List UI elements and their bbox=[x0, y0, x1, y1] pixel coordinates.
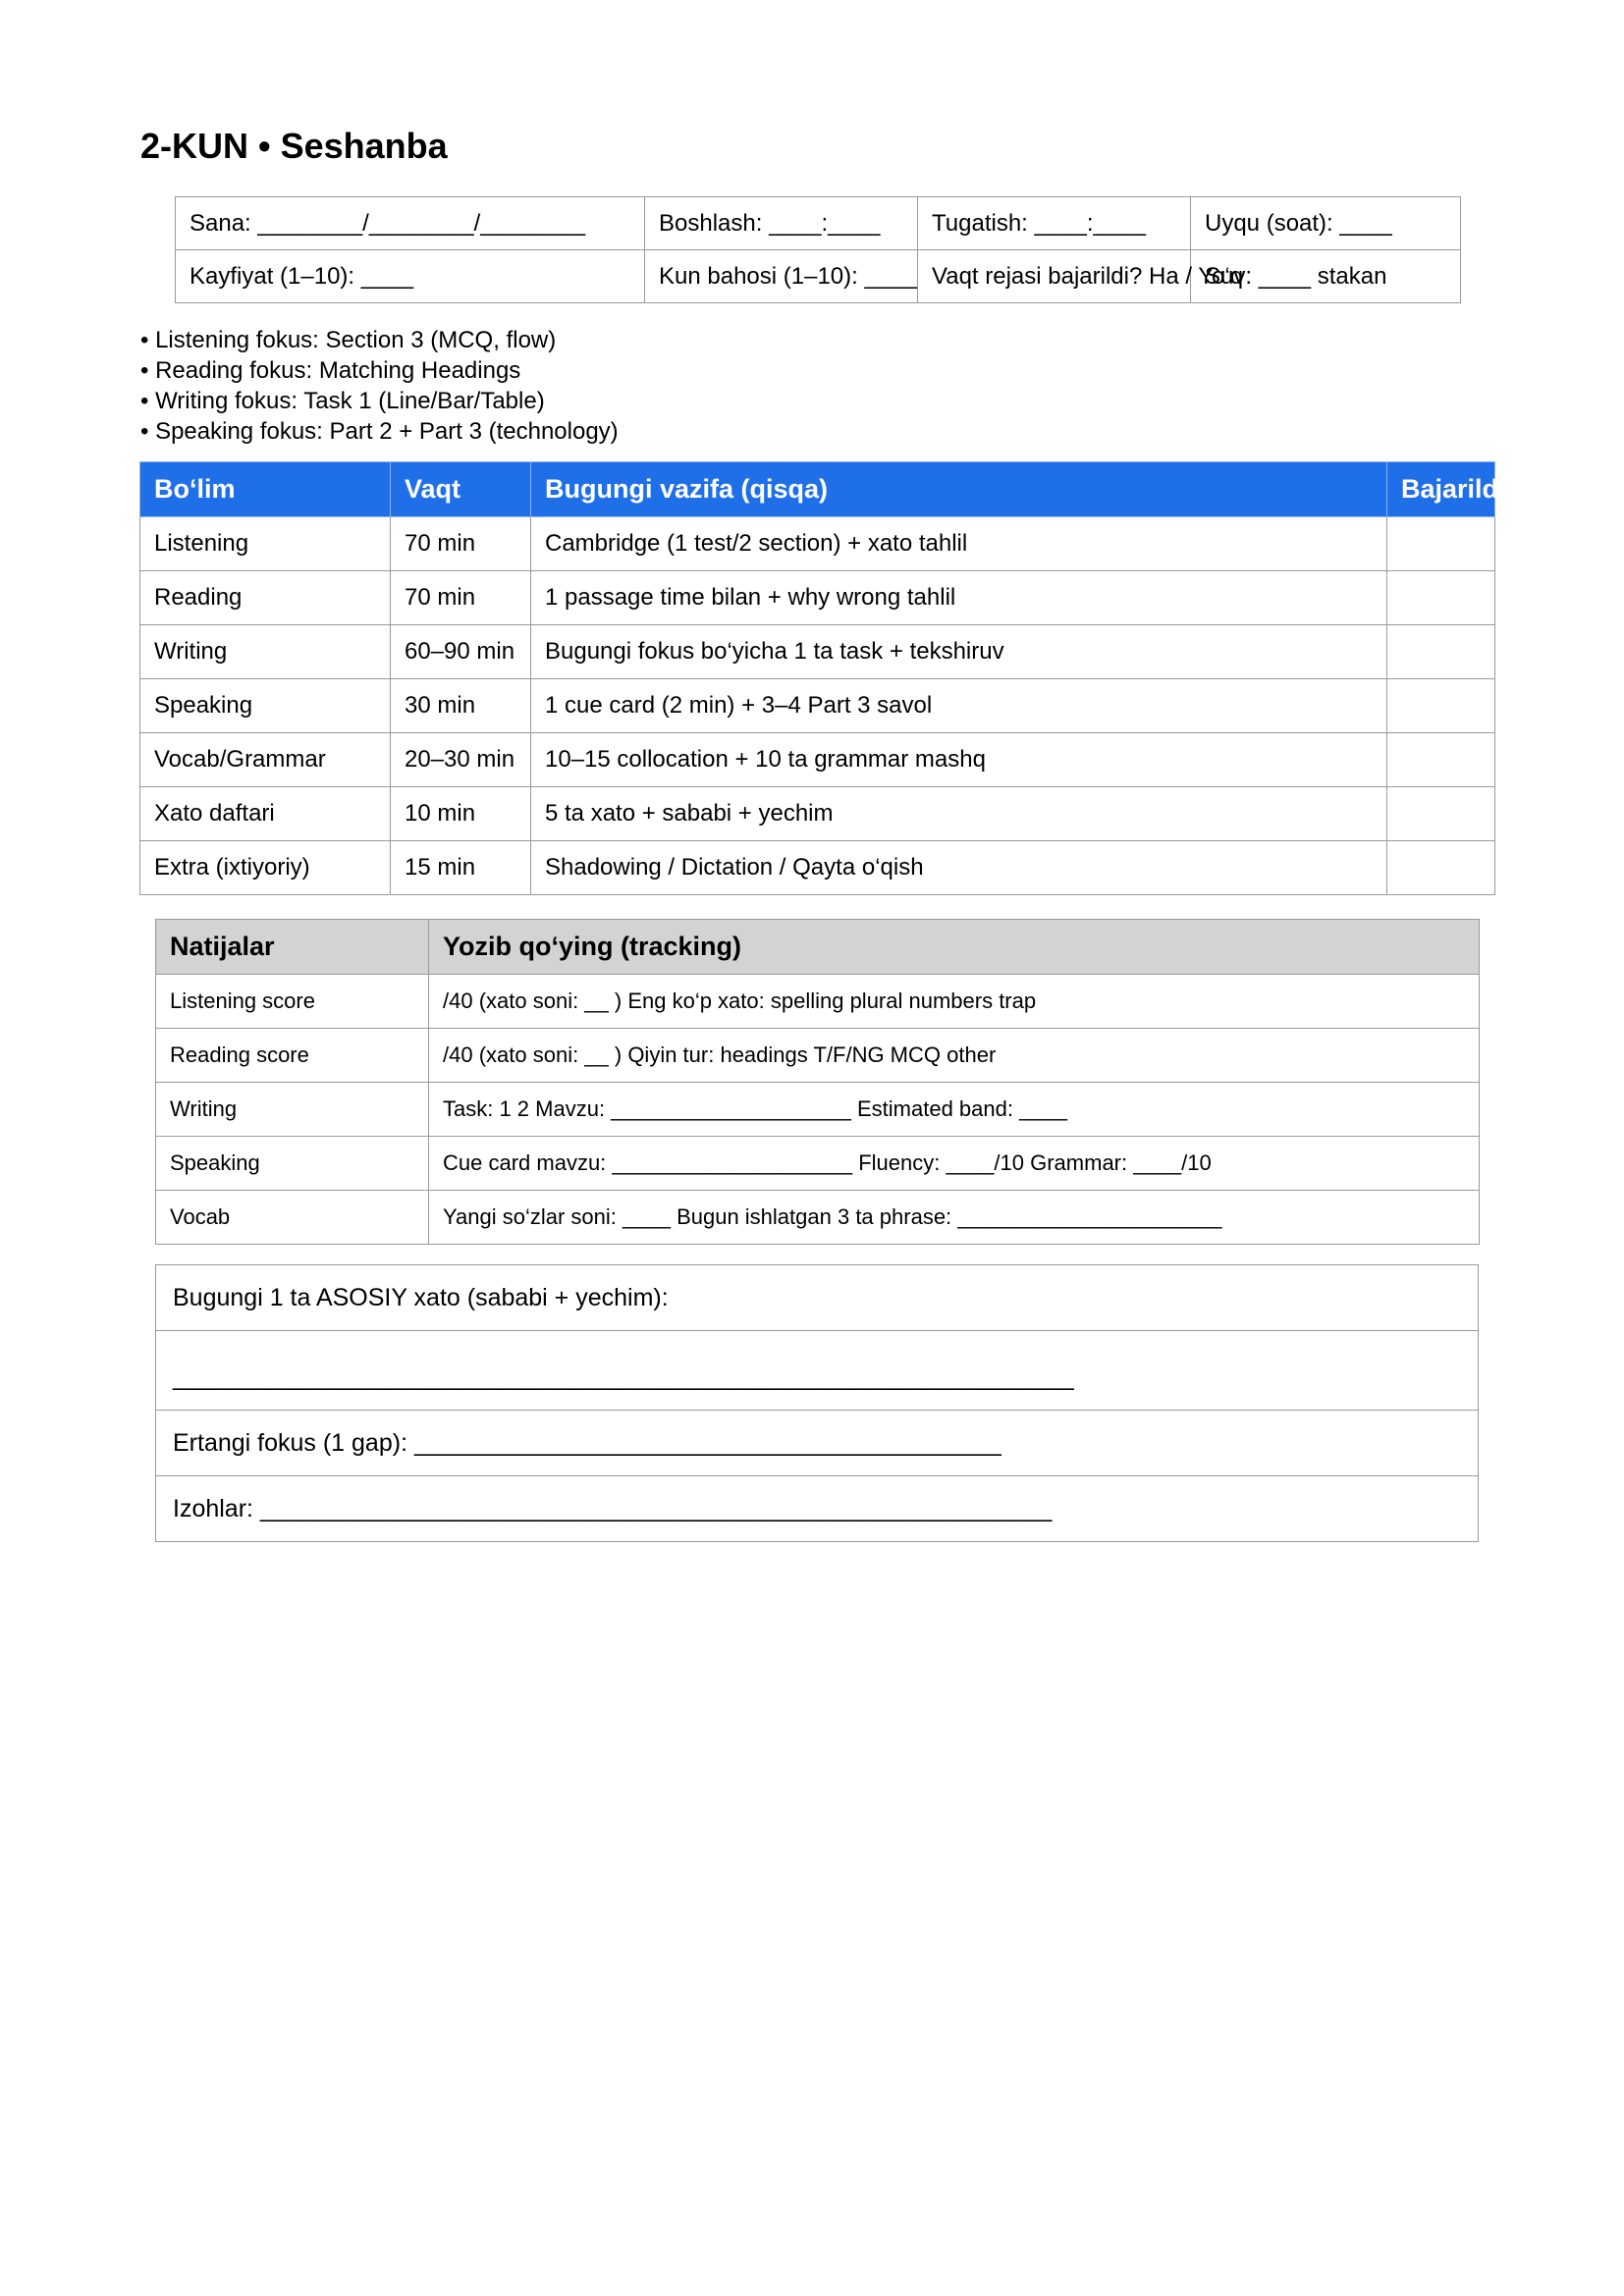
result-label: Vocab bbox=[156, 1191, 429, 1245]
section-cell: Extra (ixtiyoriy) bbox=[140, 841, 391, 895]
task-cell: 5 ta xato + sababi + yechim bbox=[531, 787, 1387, 841]
water-field[interactable]: Suv: ____ stakan bbox=[1191, 250, 1461, 303]
column-header-done: Bajarildi bbox=[1387, 462, 1495, 517]
time-cell: 20–30 min bbox=[391, 733, 531, 787]
results-header-row bbox=[156, 920, 1480, 975]
table-row bbox=[140, 517, 1495, 571]
done-cell[interactable] bbox=[1387, 571, 1495, 625]
table-row bbox=[156, 1083, 1480, 1137]
result-label: Listening score bbox=[156, 975, 429, 1029]
task-cell: Cambridge (1 test/2 section) + xato tahlil bbox=[531, 517, 1387, 571]
tomorrow-focus-field[interactable]: Ertangi fokus (1 gap): ___________________________________________ bbox=[156, 1411, 1479, 1476]
tracking-field[interactable]: Cue card mavzu: ____________________ Fluency: ____/10 Grammar: ____/10 bbox=[429, 1137, 1480, 1191]
section-cell: Vocab/Grammar bbox=[140, 733, 391, 787]
results-tracking-table bbox=[155, 919, 1480, 1245]
time-cell: 15 min bbox=[391, 841, 531, 895]
day-info-table bbox=[175, 196, 1461, 303]
focus-item-listening: • Listening fokus: Section 3 (MCQ, flow) bbox=[140, 327, 557, 353]
section-cell: Speaking bbox=[140, 679, 391, 733]
focus-item-speaking: • Speaking fokus: Part 2 + Part 3 (technology) bbox=[140, 418, 619, 445]
table-row bbox=[140, 841, 1495, 895]
time-cell: 30 min bbox=[391, 679, 531, 733]
result-label: Writing bbox=[156, 1083, 429, 1137]
result-label: Reading score bbox=[156, 1029, 429, 1083]
focus-item-writing: • Writing fokus: Task 1 (Line/Bar/Table) bbox=[140, 388, 545, 414]
column-header-task: Bugungi vazifa (qisqa) bbox=[531, 462, 1387, 517]
page-title: 2-KUN • Seshanba bbox=[140, 126, 448, 166]
table-row bbox=[156, 1029, 1480, 1083]
column-header-section: Bo‘lim bbox=[140, 462, 391, 517]
task-cell: 1 cue card (2 min) + 3–4 Part 3 savol bbox=[531, 679, 1387, 733]
table-row bbox=[156, 1265, 1479, 1331]
tracking-field[interactable]: Yangi so‘zlar soni: ____ Bugun ishlatgan 3 ta phrase: ______________________ bbox=[429, 1191, 1480, 1245]
tracking-field[interactable]: Task: 1 2 Mavzu: ____________________ Estimated band: ____ bbox=[429, 1083, 1480, 1137]
column-header-tracking: Yozib qo‘ying (tracking) bbox=[429, 920, 1480, 975]
day-info-row bbox=[176, 250, 1461, 303]
table-row bbox=[140, 787, 1495, 841]
task-cell: 10–15 collocation + 10 ta grammar mashq bbox=[531, 733, 1387, 787]
section-cell: Writing bbox=[140, 625, 391, 679]
sleep-hours-field[interactable]: Uyqu (soat): ____ bbox=[1191, 197, 1461, 250]
task-cell: 1 passage time bilan + why wrong tahlil bbox=[531, 571, 1387, 625]
table-row bbox=[156, 1191, 1480, 1245]
mood-field[interactable]: Kayfiyat (1–10): ____ bbox=[176, 250, 645, 303]
table-row bbox=[140, 733, 1495, 787]
tracking-field[interactable]: /40 (xato soni: __ ) Qiyin tur: headings T/F/NG MCQ other bbox=[429, 1029, 1480, 1083]
table-row bbox=[156, 1331, 1479, 1411]
time-cell: 70 min bbox=[391, 571, 531, 625]
done-cell[interactable] bbox=[1387, 679, 1495, 733]
done-cell[interactable] bbox=[1387, 733, 1495, 787]
time-cell: 10 min bbox=[391, 787, 531, 841]
table-row bbox=[140, 625, 1495, 679]
result-label: Speaking bbox=[156, 1137, 429, 1191]
done-cell[interactable] bbox=[1387, 625, 1495, 679]
focus-item-reading: • Reading fokus: Matching Headings bbox=[140, 357, 521, 384]
main-mistake-label: Bugungi 1 ta ASOSIY xato (sababi + yechim): bbox=[156, 1265, 1479, 1331]
done-cell[interactable] bbox=[1387, 517, 1495, 571]
notes-table bbox=[155, 1264, 1479, 1542]
date-field[interactable]: Sana: ________/________/________ bbox=[176, 197, 645, 250]
start-time-field[interactable]: Boshlash: ____:____ bbox=[645, 197, 918, 250]
done-cell[interactable] bbox=[1387, 841, 1495, 895]
section-cell: Reading bbox=[140, 571, 391, 625]
section-cell: Listening bbox=[140, 517, 391, 571]
task-cell: Shadowing / Dictation / Qayta o‘qish bbox=[531, 841, 1387, 895]
comments-field[interactable]: Izohlar: __________________________________________________________ bbox=[156, 1476, 1479, 1542]
tasks-header-row bbox=[140, 462, 1495, 517]
time-cell: 60–90 min bbox=[391, 625, 531, 679]
column-header-time: Vaqt bbox=[391, 462, 531, 517]
table-row bbox=[140, 571, 1495, 625]
time-cell: 70 min bbox=[391, 517, 531, 571]
table-row bbox=[156, 975, 1480, 1029]
table-row bbox=[140, 679, 1495, 733]
table-row bbox=[156, 1476, 1479, 1542]
end-time-field[interactable]: Tugatish: ____:____ bbox=[918, 197, 1191, 250]
section-cell: Xato daftari bbox=[140, 787, 391, 841]
tracking-field[interactable]: /40 (xato soni: __ ) Eng ko‘p xato: spelling plural numbers trap bbox=[429, 975, 1480, 1029]
done-cell[interactable] bbox=[1387, 787, 1495, 841]
table-row bbox=[156, 1411, 1479, 1476]
daily-tasks-table bbox=[139, 461, 1506, 895]
focus-list bbox=[140, 325, 619, 447]
main-mistake-field[interactable]: __________________________________________________________________ bbox=[156, 1331, 1479, 1411]
day-rating-field[interactable]: Kun bahosi (1–10): ____ bbox=[645, 250, 918, 303]
column-header-results: Natijalar bbox=[156, 920, 429, 975]
table-row bbox=[156, 1137, 1480, 1191]
plan-completed-field[interactable]: Vaqt rejasi bajarildi? Ha / Yo‘q bbox=[918, 250, 1191, 303]
day-info-row bbox=[176, 197, 1461, 250]
task-cell: Bugungi fokus bo‘yicha 1 ta task + tekshiruv bbox=[531, 625, 1387, 679]
